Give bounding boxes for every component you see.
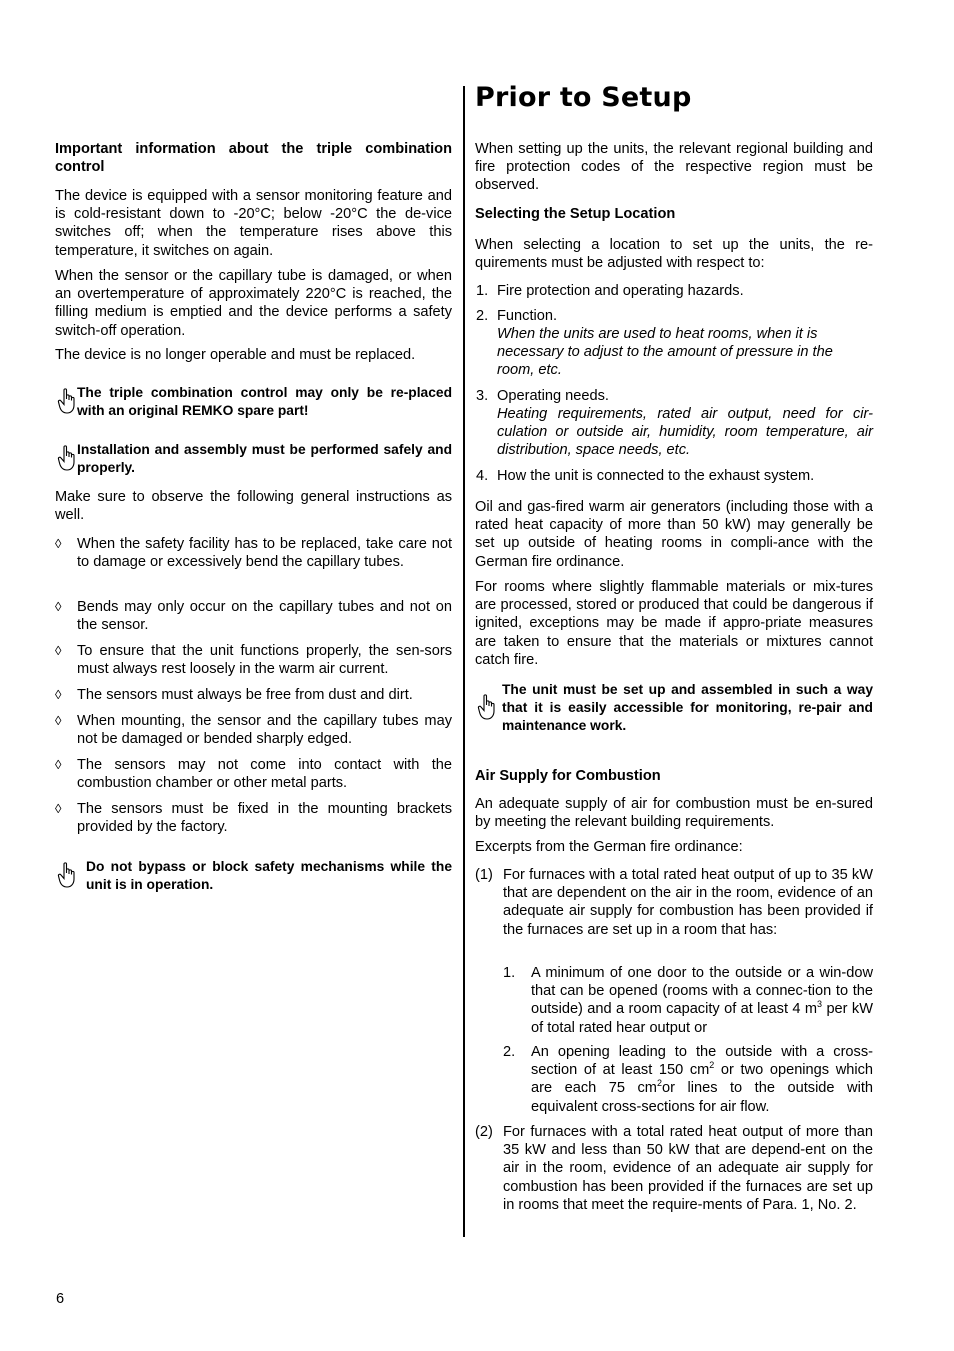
- bullet-text: The sensors must always be free from dust and dirt.: [77, 687, 413, 703]
- ordinance-sub-item-2: An opening leading to the outside with a cross-section of at least 150 $cm^2$ or two openings which are each 75 $cm^2or$ lines to the outside with equivalent cross-sections for air flow.: [531, 1044, 874, 1115]
- bullet-item: [55, 756, 452, 796]
- ordinance-sub-item-1: A minimum of one door to the outside or a win-dow that can be opened (rooms with a connec-tion to the outside) and a room capacity of at least 4 $m^3$ per kW of total rated hear output or: [531, 965, 873, 1036]
- bullet-item: [55, 642, 452, 682]
- pointing-hand-icon: [57, 388, 77, 414]
- list-text: Fire protection and operating hazards.: [497, 283, 744, 299]
- list-detail: When the units are used to heat rooms, when it is necessary to adjust to the amount of pressure in the room, etc.: [497, 326, 833, 379]
- list-text: How the unit is connected to the exhaust system.: [497, 468, 815, 484]
- paragraph-air-supply: An adequate supply of air for combustion must be en-sured by meeting the relevant building requirements.: [475, 796, 873, 831]
- column-divider: [463, 86, 465, 1237]
- paragraph-requirements: When selecting a location to set up the units, the re-quirements must be adjusted with respect to:: [475, 237, 873, 272]
- paragraph-sensor-monitoring: The device is equipped with a sensor monitoring feature and is cold-resistant down to -20°C; below -20°C the de-vice switches off; when the temperature rises above this temperature, it switches on again.: [55, 188, 452, 259]
- list-number: 2.: [476, 308, 489, 324]
- bullet-diamond-icon: ◊: [55, 643, 62, 658]
- list-number: 3.: [476, 388, 489, 404]
- note-spare-part: The triple combination control may only be re-placed with an original REMKO spare part!: [77, 385, 452, 419]
- page-title: Prior to Setup: [475, 82, 692, 113]
- ordinance-paragraph-2: For furnaces with a total rated heat output of more than 35 kW and less than 50 kW that are depend-ent on the air in the room, evidence of an adequate air supply for combustion has been provided if the furnaces are set up in rooms that meet the require-ments of Para. 1, No. 2.: [503, 1124, 873, 1213]
- bullet-text: The sensors must be fixed in the mounting brackets provided by the factory.: [77, 801, 452, 836]
- section-heading-triple-combination: Important information about the triple combination control: [55, 141, 452, 176]
- list-text: Function.: [497, 308, 558, 324]
- paragraph-flammable-rooms: For rooms where slightly flammable materials or mix-tures are processed, stored or produced that could be dangerous if ignited, exceptions may be made if appro-priate measures are taken to ensure that the materials or mixtures cannot catch fire.: [475, 579, 873, 668]
- list-detail: Heating requirements, rated air output, need for cir-culation or outside air, humidity, room temperature, air distribution, space needs, etc.: [497, 406, 873, 459]
- bullet-diamond-icon: ◊: [55, 757, 62, 772]
- paragraph-number: (1): [475, 867, 493, 883]
- bullet-item: [55, 712, 452, 752]
- paragraph-intro: When setting up the units, the relevant regional building and fire protection codes of the respective region must be observed.: [475, 141, 873, 194]
- subheading-air-supply: Air Supply for Combustion: [475, 768, 661, 784]
- paragraph-capillary-damage: When the sensor or the capillary tube is damaged, or when an overtemperature of approximately 220°C is reached, the filling medium is emptied and the device performs a safety switch-off operation.: [55, 268, 452, 339]
- ordinance-paragraph-1: For furnaces with a total rated heat output of up to 35 kW that are dependent on the air in the room, evidence of an adequate air supply for combustion has been provided if the furnaces are set up in a room that has:: [503, 867, 873, 938]
- bullet-diamond-icon: ◊: [55, 536, 62, 551]
- bullet-text: The sensors may not come into contact with the combustion chamber or other metal parts.: [77, 757, 452, 792]
- bullet-text: To ensure that the unit functions properly, the sen-sors must always rest loosely in the warm air current.: [77, 643, 452, 678]
- note-safety-mechanisms: Do not bypass or block safety mechanisms while the unit is in operation.: [86, 859, 452, 893]
- bullet-item: [55, 535, 452, 575]
- paragraph-general-instructions: Make sure to observe the following general instructions as well.: [55, 489, 452, 524]
- subheading-setup-location: Selecting the Setup Location: [475, 206, 676, 222]
- bullet-item: [55, 686, 452, 706]
- paragraph-number: (2): [475, 1124, 493, 1140]
- bullet-diamond-icon: ◊: [55, 801, 62, 816]
- list-number: 4.: [476, 468, 489, 484]
- bullet-diamond-icon: ◊: [55, 687, 62, 702]
- paragraph-no-longer-operable: The device is no longer operable and must be replaced.: [55, 347, 416, 363]
- bullet-text: When mounting, the sensor and the capillary tubes may not be damaged or bended sharply edged.: [77, 713, 452, 748]
- bullet-item: [55, 598, 452, 638]
- bullet-diamond-icon: ◊: [55, 599, 62, 614]
- bullet-text: When the safety facility has to be replaced, take care not to damage or excessively bend the capillary tubes.: [77, 536, 452, 571]
- sub-list-number: 1.: [503, 965, 516, 981]
- bullet-item: [55, 800, 452, 840]
- paragraph-excerpts: Excerpts from the German fire ordinance:: [475, 839, 743, 855]
- page-number: 6: [56, 1291, 65, 1307]
- sub-list-number: 2.: [503, 1044, 516, 1060]
- pointing-hand-icon: [57, 445, 77, 471]
- list-text: Operating needs.: [497, 388, 609, 404]
- paragraph-oil-gas: Oil and gas-fired warm air generators (including those with a rated heat capacity of more than 50 kW) may generally be set up outside of heating rooms in compli-ance with the German fire ordinance.: [475, 499, 873, 570]
- bullet-diamond-icon: ◊: [55, 713, 62, 728]
- note-accessibility: The unit must be set up and assembled in such a way that it is easily accessible for monitoring, re-pair and maintenance work.: [502, 682, 873, 734]
- pointing-hand-icon: [477, 694, 497, 720]
- list-number: 1.: [476, 283, 489, 299]
- pointing-hand-icon: [57, 862, 77, 888]
- bullet-text: Bends may only occur on the capillary tubes and not on the sensor.: [77, 599, 452, 634]
- note-installation-safety: Installation and assembly must be performed safely and properly.: [77, 442, 452, 476]
